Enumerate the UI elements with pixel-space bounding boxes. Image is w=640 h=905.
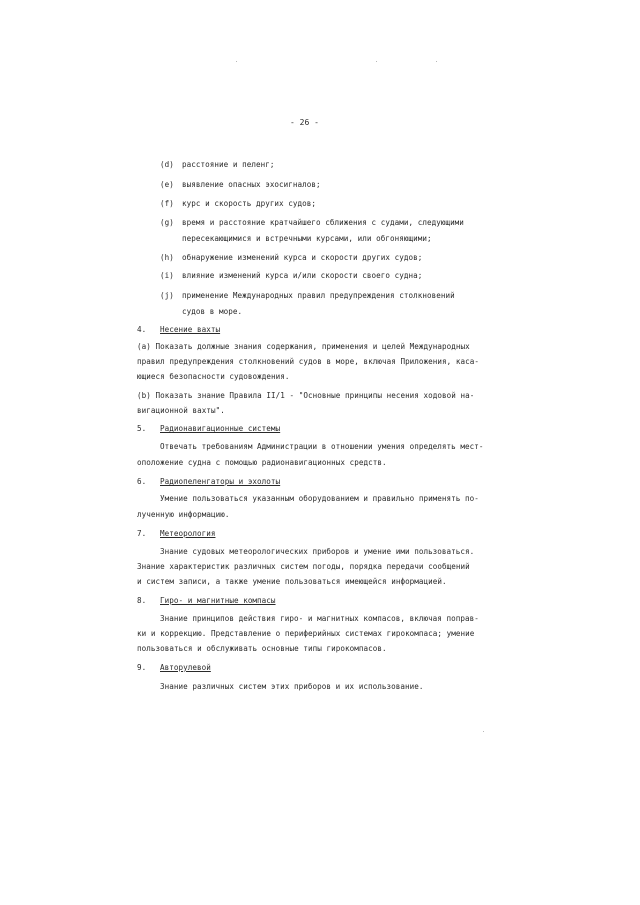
paragraph-line: пользоваться и обслуживать основные типы гирокомпасов. [137, 644, 387, 653]
list-marker: (d) [160, 160, 174, 169]
paragraph-line: и систем записи, а также умение пользоваться имеющейся информацией. [137, 577, 447, 586]
list-marker: (h) [160, 253, 174, 262]
paragraph-line: ющиеся безопасности судовождения. [137, 372, 290, 381]
list-marker: (i) [160, 271, 174, 280]
list-item-text: расстояние и пеленг; [182, 160, 275, 169]
list-item-text: применение Международных правил предупреждения столкновений [182, 291, 455, 300]
list-item-text: время и расстояние кратчайшего сближения с судами, следующими [182, 218, 464, 227]
paragraph-line: правил предупреждения столкновений судов в море, включая Приложения, каса- [137, 357, 480, 366]
paragraph-line: Умение пользоваться указанным оборудованием и правильно применять по- [160, 494, 479, 503]
scan-speck [436, 61, 437, 62]
paragraph-line: Знание судовых метеорологических приборов и умение ими пользоваться. [160, 547, 475, 556]
section-title: Радиопеленгаторы и эхолоты [160, 477, 281, 486]
paragraph-line: лученную информацию. [137, 510, 230, 519]
list-item-text: влияние изменений курса и/или скорости своего судна; [182, 271, 423, 280]
list-item-text: судов в море. [182, 307, 243, 316]
scan-speck [236, 61, 237, 62]
paragraph-line: Знание принципов действия гиро- и магнитных компасов, включая поправ- [160, 614, 479, 623]
section-title: Несение вахты [160, 325, 221, 334]
scan-speck [483, 731, 484, 732]
section-title: Гиро- и магнитные компасы [160, 596, 276, 605]
paragraph-line: Знание характеристик различных систем погоды, порядка передачи сообщений [137, 562, 470, 571]
paragraph-line: (а) Показать должные знания содержания, применения и целей Международных [137, 342, 470, 351]
paragraph-line: Знание различных систем этих приборов и их использование. [160, 682, 424, 691]
scan-speck [376, 61, 377, 62]
paragraph-line: вигационной вахты". [137, 406, 225, 415]
list-marker: (e) [160, 180, 174, 189]
paragraph-line: Отвечать требованиям Администрации в отношении умения определять мест- [160, 442, 484, 451]
section-title: Авторулевой [160, 663, 211, 672]
section-number: 4. [137, 325, 147, 334]
paragraph-line: ки и коррекцию. Представление о периферийных системах гирокомпаса; умение [137, 629, 475, 638]
section-title: Метеорология [160, 529, 216, 538]
list-item-text: выявление опасных эхосигналов; [182, 180, 321, 189]
list-marker: (j) [160, 291, 174, 300]
page-number: - 26 - [290, 118, 319, 127]
section-title: Радионавигационные системы [160, 424, 281, 433]
list-marker: (f) [160, 199, 174, 208]
section-number: 8. [137, 596, 147, 605]
section-number: 5. [137, 424, 147, 433]
list-item-text: пересекающимися и встречными курсами, или обгоняющими; [182, 234, 432, 243]
list-item-text: обнаружение изменений курса и скорости других судов; [182, 253, 423, 262]
paragraph-line: (b) Показать знание Правила II/1 - "Основные принципы несения ходовой на- [137, 391, 475, 400]
list-marker: (g) [160, 218, 174, 227]
section-number: 7. [137, 529, 147, 538]
section-number: 6. [137, 477, 147, 486]
paragraph-line: оположение судна с помощью радионавигационных средств. [137, 458, 387, 467]
list-item-text: курс и скорость других судов; [182, 199, 317, 208]
section-number: 9. [137, 663, 147, 672]
